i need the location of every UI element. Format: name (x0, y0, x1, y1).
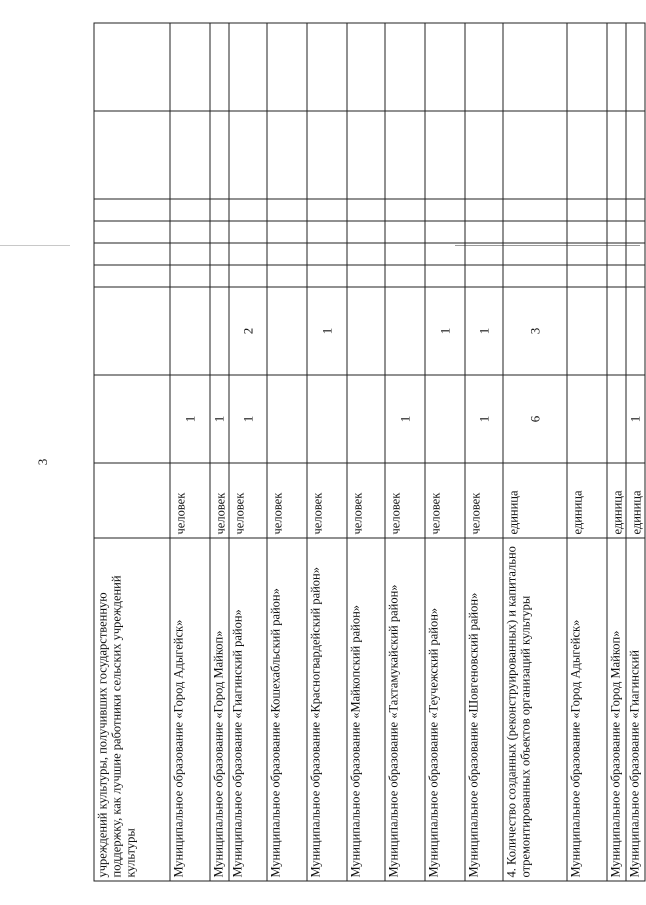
row-name-cell: Муниципальное образование «Теучежский район» (425, 538, 465, 881)
table-row (607, 23, 626, 881)
row-empty-cell (307, 23, 347, 111)
row-empty-cell (607, 265, 626, 287)
table-row (94, 23, 170, 881)
row-empty-cell (307, 199, 347, 221)
row-empty-cell (347, 111, 385, 199)
row-value-1-cell: 1 (385, 375, 425, 463)
scan-fold-line-left (0, 245, 70, 246)
row-value-1-cell: 1 (229, 375, 267, 463)
row-name-cell: Муниципальное образование «Шовгеновский район» (465, 538, 503, 881)
row-unit-cell: человек (425, 463, 465, 538)
table-row (385, 23, 425, 881)
row-empty-cell (210, 265, 229, 287)
row-empty-cell (503, 243, 567, 265)
row-empty-cell (503, 23, 567, 111)
row-empty-cell (567, 199, 607, 221)
row-name-cell: Муниципальное образование «Красногвардейский район» (307, 538, 347, 881)
row-value-2-cell (567, 287, 607, 375)
row-unit-cell: единица (503, 463, 567, 538)
table-row (626, 23, 645, 881)
row-empty-cell (94, 23, 170, 111)
row-empty-cell (267, 243, 307, 265)
row-unit-cell (94, 463, 170, 538)
row-value-2-cell: 1 (425, 287, 465, 375)
row-empty-cell (170, 265, 210, 287)
row-value-2-cell (170, 287, 210, 375)
row-value-1-cell: 6 (503, 375, 567, 463)
row-unit-cell: единица (567, 463, 607, 538)
row-value-1-cell (267, 375, 307, 463)
row-empty-cell (567, 243, 607, 265)
row-value-2-cell (626, 287, 645, 375)
row-empty-cell (425, 111, 465, 199)
row-empty-cell (307, 243, 347, 265)
row-value-1-cell (607, 375, 626, 463)
row-empty-cell (385, 23, 425, 111)
row-empty-cell (94, 243, 170, 265)
row-name-cell: Муниципальное образование «Гиагинский район» (229, 538, 267, 881)
row-empty-cell (94, 199, 170, 221)
row-name-cell: Муниципальное образование «Майкопский район» (347, 538, 385, 881)
row-value-1-cell (425, 375, 465, 463)
row-empty-cell (170, 221, 210, 243)
row-empty-cell (465, 265, 503, 287)
row-name-cell: Муниципальное образование «Кошехабльский район» (267, 538, 307, 881)
row-empty-cell (307, 111, 347, 199)
row-empty-cell (210, 243, 229, 265)
row-empty-cell (607, 221, 626, 243)
row-empty-cell (385, 199, 425, 221)
row-empty-cell (267, 221, 307, 243)
row-empty-cell (210, 23, 229, 111)
row-name-cell: учреждений культуры, получивших государственную поддержку, как лучшие работники сельских учреждений культуры (94, 538, 170, 881)
row-empty-cell (229, 221, 267, 243)
row-empty-cell (347, 221, 385, 243)
row-name-cell: Муниципальное образование «Гиагинский (626, 538, 645, 881)
row-empty-cell (607, 111, 626, 199)
row-empty-cell (170, 199, 210, 221)
row-unit-cell: человек (210, 463, 229, 538)
rotated-table-container (94, 39, 644, 882)
row-unit-cell: человек (465, 463, 503, 538)
row-empty-cell (385, 221, 425, 243)
row-empty-cell (626, 243, 645, 265)
row-empty-cell (503, 221, 567, 243)
row-empty-cell (307, 221, 347, 243)
row-empty-cell (94, 111, 170, 199)
row-unit-cell: человек (385, 463, 425, 538)
row-unit-cell: человек (267, 463, 307, 538)
row-unit-cell: единица (626, 463, 645, 538)
row-empty-cell (267, 265, 307, 287)
row-empty-cell (626, 221, 645, 243)
row-name-cell: Муниципальное образование «Тахтамукайский район» (385, 538, 425, 881)
row-empty-cell (229, 23, 267, 111)
row-value-2-cell (210, 287, 229, 375)
table-row (170, 23, 210, 881)
row-value-1-cell: 1 (465, 375, 503, 463)
row-value-1-cell (347, 375, 385, 463)
row-empty-cell (229, 199, 267, 221)
row-value-2-cell: 1 (307, 287, 347, 375)
row-empty-cell (229, 265, 267, 287)
row-unit-cell: человек (307, 463, 347, 538)
row-empty-cell (347, 23, 385, 111)
row-empty-cell (425, 199, 465, 221)
row-name-cell: Муниципальное образование «Город Майкоп» (210, 538, 229, 881)
row-empty-cell (267, 199, 307, 221)
row-value-1-cell: 1 (210, 375, 229, 463)
table-row (307, 23, 347, 881)
row-name-cell: Муниципальное образование «Город Адыгейск» (567, 538, 607, 881)
row-empty-cell (425, 243, 465, 265)
row-empty-cell (626, 23, 645, 111)
row-name-cell: Муниципальное образование «Город Майкоп» (607, 538, 626, 881)
row-name-cell: Муниципальное образование «Город Адыгейск» (170, 538, 210, 881)
row-empty-cell (267, 111, 307, 199)
row-empty-cell (567, 265, 607, 287)
row-name-cell: 4. Количество созданных (реконструированных) и капитально отремонтированных объектов организаций культуры (503, 538, 567, 881)
row-value-2-cell (385, 287, 425, 375)
row-empty-cell (210, 111, 229, 199)
table-row (503, 23, 567, 881)
row-empty-cell (503, 111, 567, 199)
row-empty-cell (607, 243, 626, 265)
row-empty-cell (626, 199, 645, 221)
row-value-1-cell (94, 375, 170, 463)
row-value-1-cell: 1 (626, 375, 645, 463)
row-empty-cell (229, 243, 267, 265)
row-value-2-cell (267, 287, 307, 375)
row-empty-cell (465, 23, 503, 111)
table-row (567, 23, 607, 881)
row-empty-cell (607, 23, 626, 111)
data-table (94, 23, 646, 882)
row-empty-cell (229, 111, 267, 199)
row-empty-cell (210, 199, 229, 221)
row-empty-cell (567, 221, 607, 243)
row-empty-cell (465, 243, 503, 265)
row-value-2-cell (347, 287, 385, 375)
row-empty-cell (170, 111, 210, 199)
row-empty-cell (170, 23, 210, 111)
table-row (425, 23, 465, 881)
row-unit-cell: человек (229, 463, 267, 538)
row-value-1-cell: 1 (170, 375, 210, 463)
row-empty-cell (626, 111, 645, 199)
row-value-2-cell: 2 (229, 287, 267, 375)
row-empty-cell (347, 199, 385, 221)
row-empty-cell (347, 265, 385, 287)
row-value-1-cell (567, 375, 607, 463)
row-empty-cell (465, 111, 503, 199)
table-body (94, 23, 645, 881)
row-value-2-cell (607, 287, 626, 375)
row-empty-cell (425, 221, 465, 243)
row-empty-cell (567, 23, 607, 111)
page-number: 3 (35, 458, 50, 466)
table-row (465, 23, 503, 881)
row-empty-cell (347, 243, 385, 265)
row-empty-cell (385, 265, 425, 287)
row-empty-cell (567, 111, 607, 199)
row-empty-cell (210, 221, 229, 243)
row-empty-cell (267, 23, 307, 111)
row-empty-cell (607, 199, 626, 221)
row-empty-cell (94, 221, 170, 243)
row-empty-cell (94, 265, 170, 287)
row-empty-cell (626, 265, 645, 287)
row-value-2-cell (94, 287, 170, 375)
row-unit-cell: единица (607, 463, 626, 538)
row-empty-cell (425, 23, 465, 111)
row-value-1-cell (307, 375, 347, 463)
table-row (267, 23, 307, 881)
row-unit-cell: человек (347, 463, 385, 538)
row-empty-cell (385, 111, 425, 199)
row-empty-cell (465, 199, 503, 221)
row-empty-cell (503, 199, 567, 221)
row-value-2-cell: 1 (465, 287, 503, 375)
table-row (210, 23, 229, 881)
row-empty-cell (170, 243, 210, 265)
row-empty-cell (465, 221, 503, 243)
row-value-2-cell: 3 (503, 287, 567, 375)
row-empty-cell (385, 243, 425, 265)
row-empty-cell (503, 265, 567, 287)
row-empty-cell (425, 265, 465, 287)
table-row (229, 23, 267, 881)
row-empty-cell (307, 265, 347, 287)
row-unit-cell: человек (170, 463, 210, 538)
table-row (347, 23, 385, 881)
